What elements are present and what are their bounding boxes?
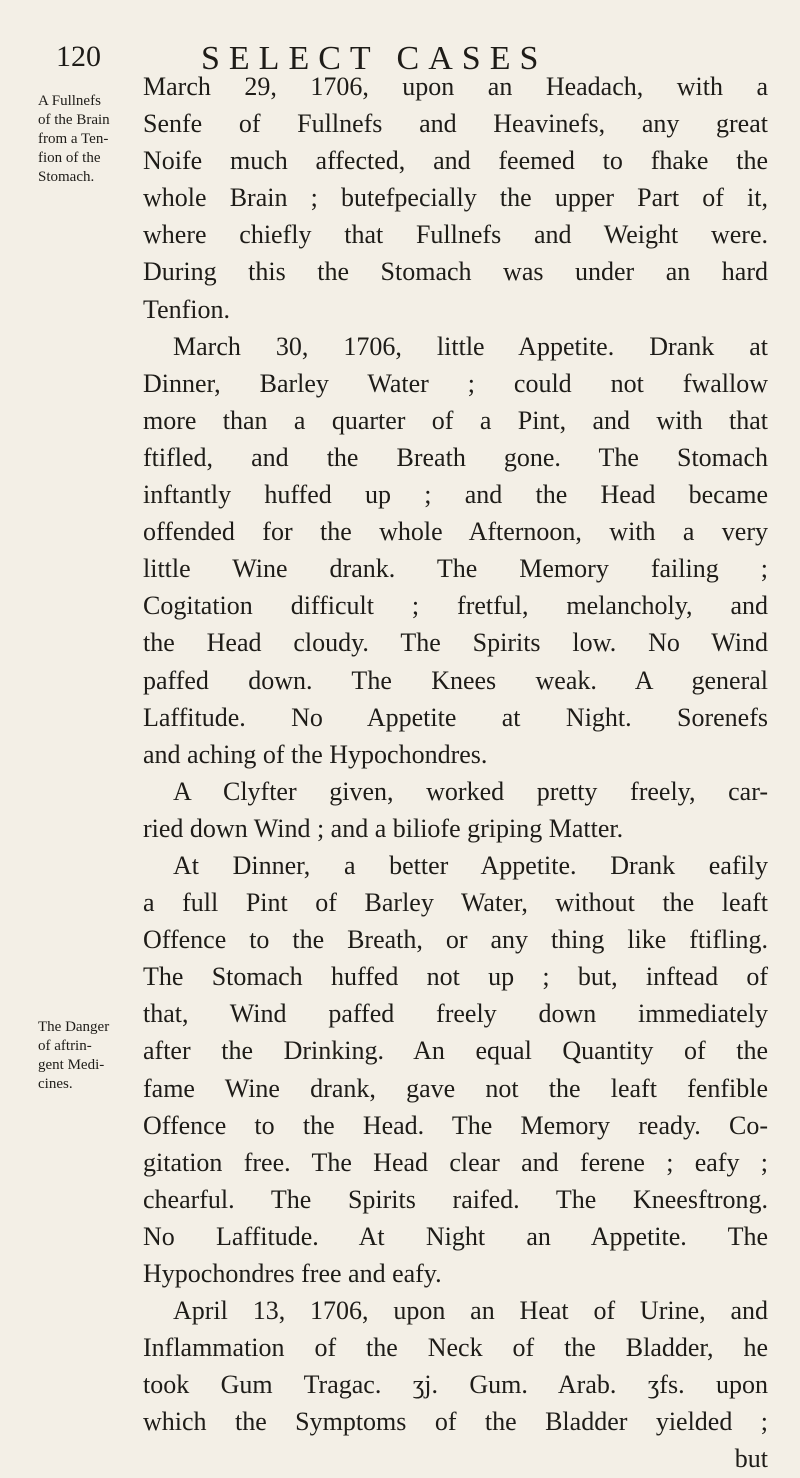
text-line: March 29, 1706, upon an Headach, with a bbox=[143, 72, 768, 101]
margin-note-line: cines. bbox=[38, 1076, 73, 1092]
margin-note-line: The Danger bbox=[38, 1019, 110, 1035]
text-line: took Gum Tragac. ʒj. Gum. Arab. ʒfs. upon bbox=[143, 1370, 768, 1400]
margin-note-line: gent Medi- bbox=[38, 1057, 105, 1073]
text-line: Laffitude. No Appetite at Night. Sorenefs bbox=[143, 702, 768, 732]
text-line: gitation free. The Head clear and ferene ; eafy ; bbox=[143, 1147, 768, 1177]
text-line: March 30, 1706, little Appetite. Drank at bbox=[173, 331, 768, 361]
text-line: which the Symptoms of the Bladder yielded ; bbox=[143, 1407, 768, 1437]
text-line: paffed down. The Knees weak. A general bbox=[143, 665, 768, 695]
text-line: offended for the whole Afternoon, with a very bbox=[143, 517, 768, 547]
text-line: ftifled, and the Breath gone. The Stomach bbox=[143, 442, 768, 472]
catchword: but bbox=[734, 1444, 768, 1474]
text-line: inftantly huffed up ; and the Head became bbox=[143, 480, 768, 510]
text-line: and aching of the Hypochondres. bbox=[143, 739, 488, 769]
body-text bbox=[143, 68, 768, 1478]
text-line: April 13, 1706, upon an Heat of Urine, and bbox=[173, 1296, 768, 1326]
margin-note-line: of aftrin- bbox=[38, 1038, 92, 1054]
margin-note-line: Stomach. bbox=[38, 169, 95, 185]
text-line: No Laffitude. At Night an Appetite. The bbox=[143, 1221, 768, 1251]
text-line: fame Wine drank, gave not the leaft fenfible bbox=[143, 1073, 768, 1103]
margin-note-line: of the Brain bbox=[38, 112, 110, 128]
margin-note bbox=[38, 1018, 130, 1094]
text-line: the Head cloudy. The Spirits low. No Wind bbox=[143, 628, 768, 658]
text-line: Offence to the Breath, or any thing like ftifling. bbox=[143, 925, 768, 955]
text-line: Tenfion. bbox=[143, 294, 230, 324]
text-line: where chiefly that Fullnefs and Weight were. bbox=[143, 220, 768, 250]
text-line: Noife much affected, and feemed to fhake the bbox=[143, 146, 768, 176]
text-line: Senfe of Fullnefs and Heavinefs, any great bbox=[143, 109, 768, 139]
text-line: Hypochondres free and eafy. bbox=[143, 1259, 442, 1288]
text-line: The Stomach huffed not up ; but, inftead of bbox=[143, 962, 768, 992]
text-line: At Dinner, a better Appetite. Drank eafily bbox=[173, 850, 768, 880]
page-number: 120 bbox=[56, 40, 101, 73]
running-title: SELECT CASES bbox=[201, 40, 548, 77]
text-line: little Wine drank. The Memory failing ; bbox=[143, 554, 768, 584]
text-line: whole Brain ; butefpecially the upper Part of it, bbox=[143, 183, 768, 213]
text-line: During this the Stomach was under an hard bbox=[143, 257, 768, 287]
text-line: Dinner, Barley Water ; could not fwallow bbox=[143, 368, 768, 398]
text-line: A Clyfter given, worked pretty freely, car- bbox=[173, 776, 768, 806]
text-line: Inflammation of the Neck of the Bladder, he bbox=[143, 1333, 768, 1363]
text-line: chearful. The Spirits raifed. The Kneesftrong. bbox=[143, 1184, 768, 1214]
text-line: Offence to the Head. The Memory ready. Co- bbox=[143, 1110, 768, 1140]
text-line: Cogitation difficult ; fretful, melancholy, and bbox=[143, 591, 768, 621]
text-line: after the Drinking. An equal Quantity of the bbox=[143, 1036, 768, 1066]
margin-note bbox=[38, 92, 130, 187]
text-line: more than a quarter of a Pint, and with that bbox=[143, 405, 768, 435]
text-line: a full Pint of Barley Water, without the leaft bbox=[143, 888, 768, 918]
text-line: that, Wind paffed freely down immediately bbox=[143, 999, 768, 1029]
margin-note-line: from a Ten- bbox=[38, 131, 109, 147]
margin-note-line: fion of the bbox=[38, 150, 101, 166]
margin-note-line: A Fullnefs bbox=[38, 93, 101, 109]
text-line: ried down Wind ; and a biliofe griping Matter. bbox=[143, 813, 624, 843]
